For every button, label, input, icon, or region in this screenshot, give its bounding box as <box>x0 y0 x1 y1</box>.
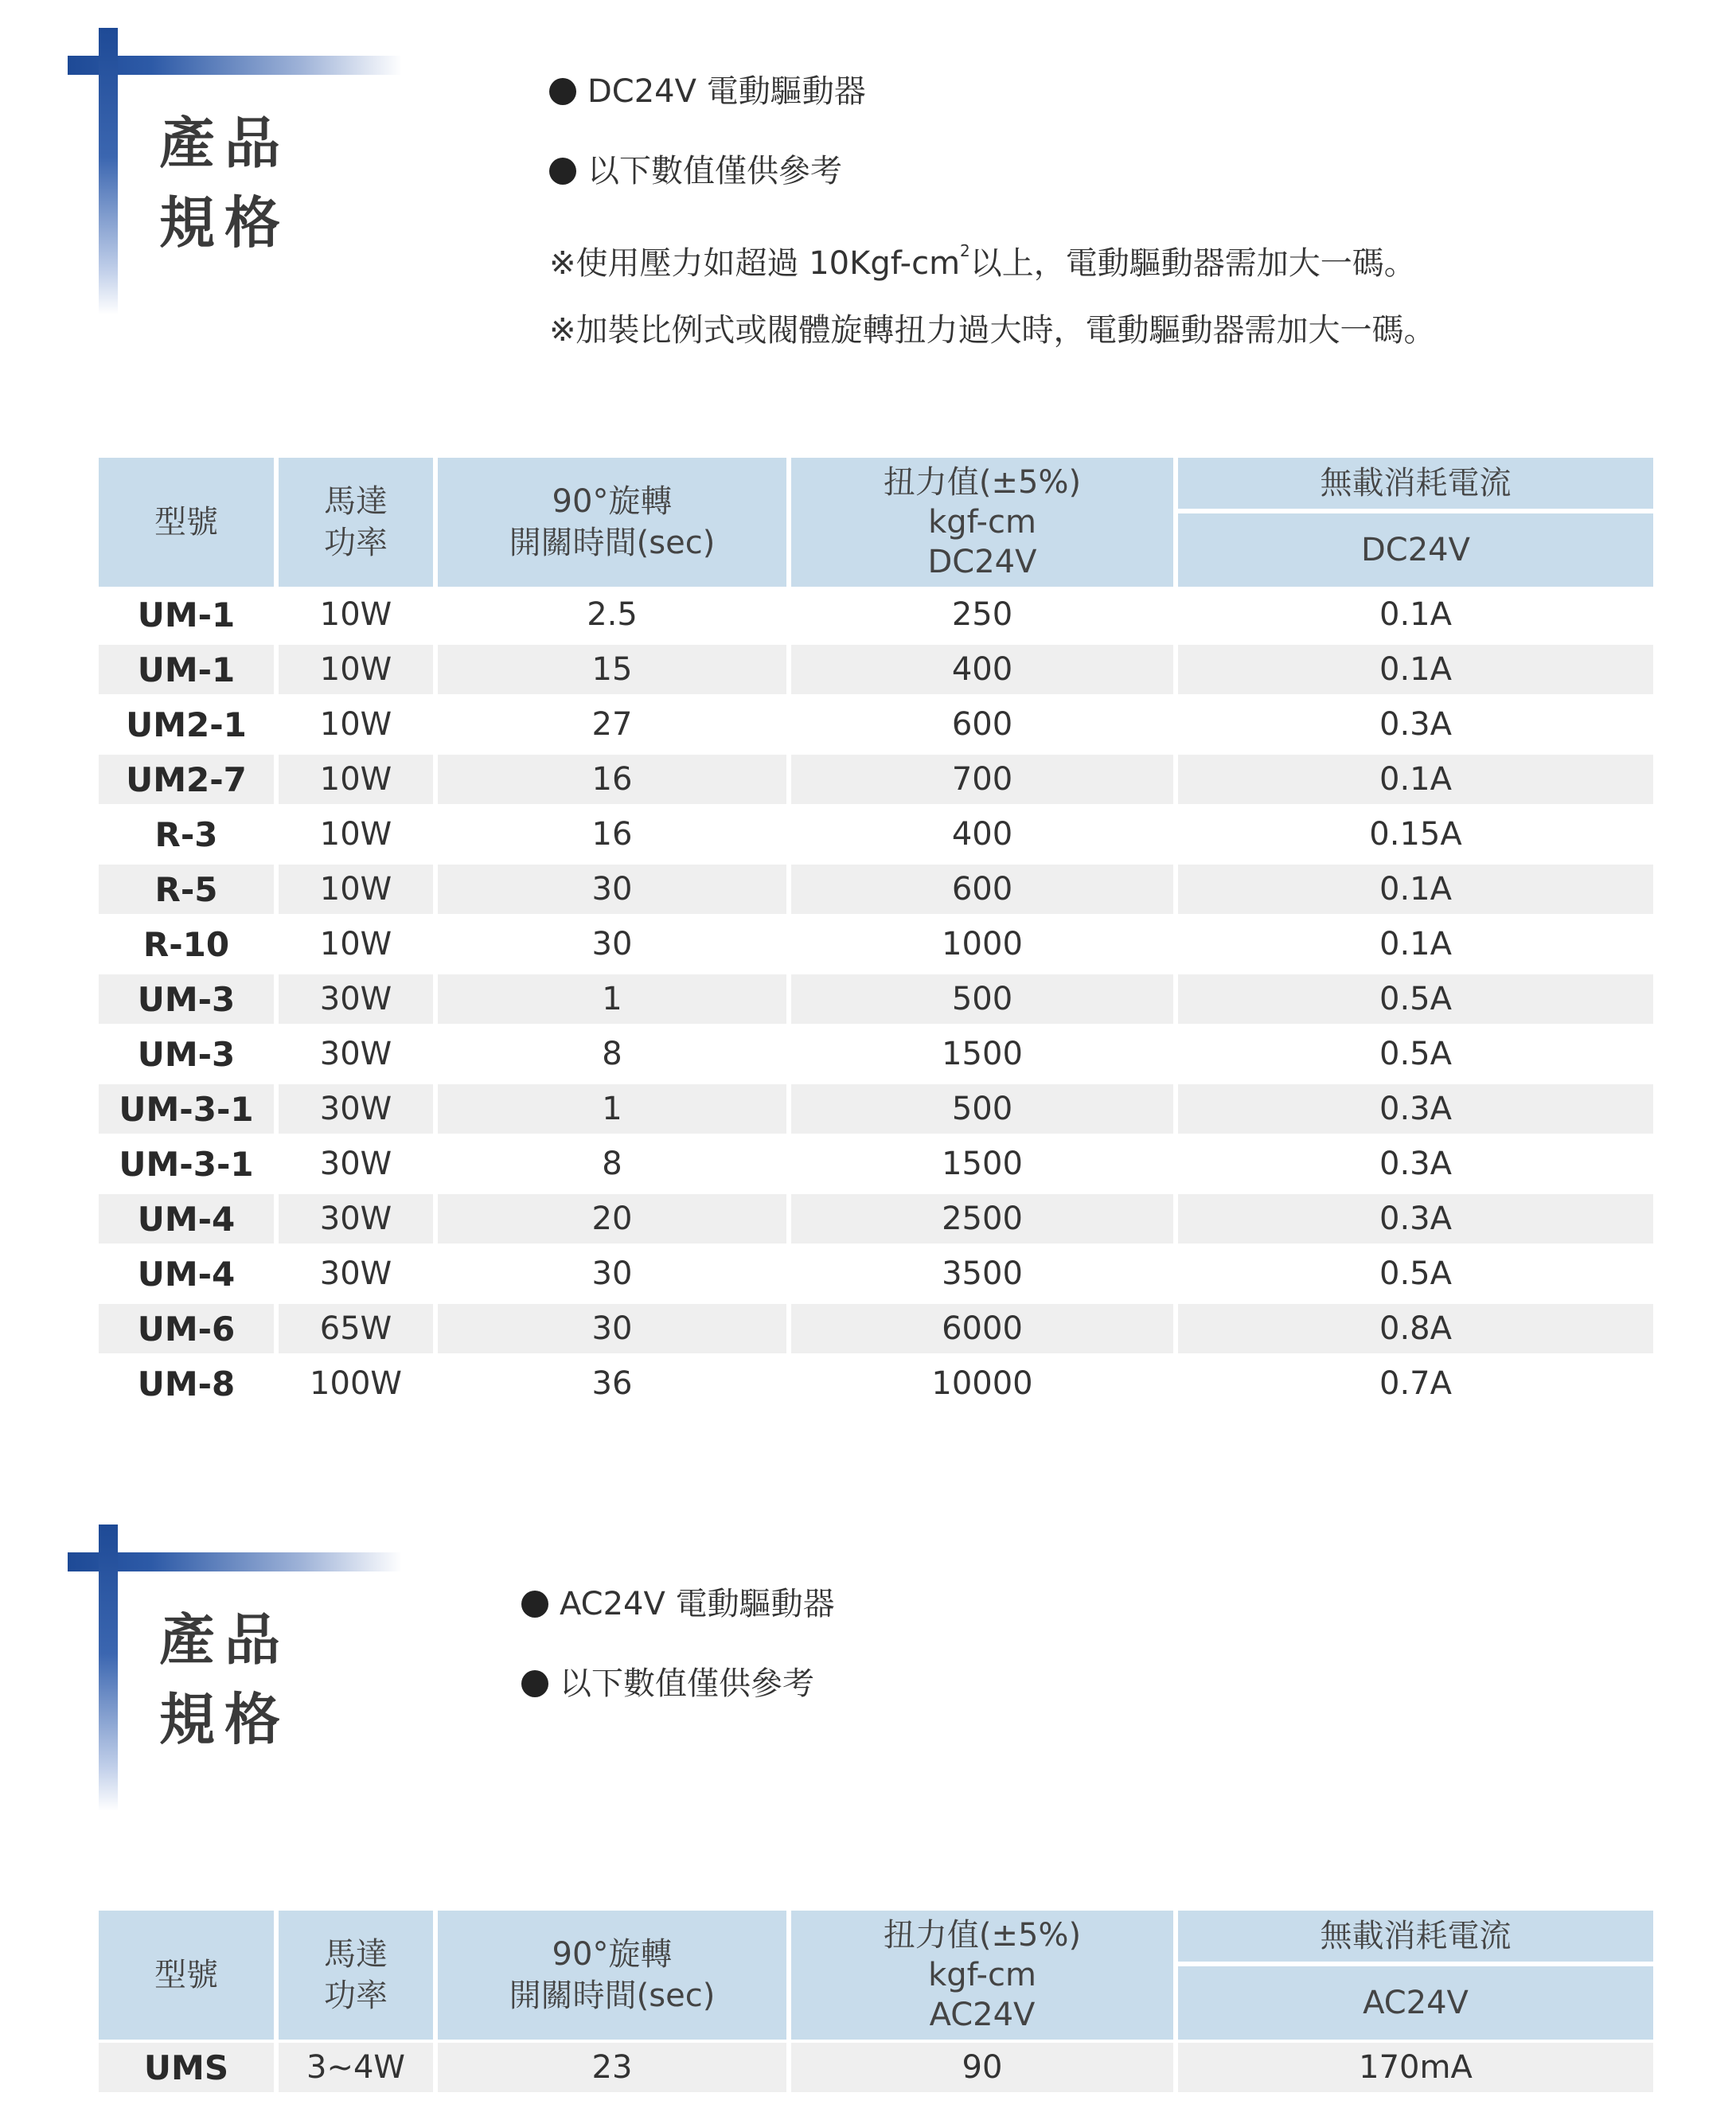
cell-model: UM-8 <box>137 1364 236 1404</box>
header-model <box>99 1911 274 2040</box>
cell-power: 10W <box>279 645 433 694</box>
note-text: ※加裝比例式或閥體旋轉扭力過大時，電動驅動器需加大一碼。 <box>549 312 1436 349</box>
header-text: 90°旋轉 <box>552 1936 673 1973</box>
section-title <box>159 1600 290 1759</box>
cell-power: 65W <box>279 1304 433 1353</box>
cell-torque: 600 <box>951 706 1013 743</box>
header-time <box>438 1911 786 2040</box>
section-title <box>159 103 290 263</box>
cell-torque: 500 <box>791 974 1173 1024</box>
cell-power: 10W <box>319 926 392 962</box>
bullet-item <box>549 68 866 115</box>
cell-current: 0.3A <box>1178 1194 1653 1243</box>
cell-time: 8 <box>602 1146 622 1182</box>
header-text: DC24V <box>1361 532 1470 568</box>
cell-time: 30 <box>438 865 786 914</box>
header-text: kgf-cm <box>928 1957 1036 1993</box>
table-row <box>99 1249 1653 1298</box>
header-text: 開關時間(sec) <box>509 1977 716 2014</box>
cell-time: 30 <box>591 926 633 962</box>
header-current <box>1178 458 1653 509</box>
table-row <box>99 919 1653 969</box>
header-text: 開關時間(sec) <box>509 525 716 561</box>
header-text: AC24V <box>1363 1985 1469 2021</box>
cell-model: UM-1 <box>137 595 236 634</box>
spec-table <box>99 458 1653 1413</box>
bullet-text: DC24V 電動驅動器 <box>587 73 866 110</box>
note-superscript: 2 <box>960 241 970 260</box>
cell-time: 30 <box>438 1304 786 1353</box>
header-text: 無載消耗電流 <box>1320 465 1512 502</box>
cell-torque: 600 <box>791 865 1173 914</box>
section-title-line1: 產品 <box>159 1607 290 1673</box>
header-accent-bar <box>68 56 402 75</box>
cell-time: 1 <box>438 1084 786 1134</box>
table-row <box>99 810 1653 859</box>
cell-time: 36 <box>591 1365 633 1402</box>
cell-model: UM2-7 <box>99 755 274 804</box>
cell-power: 10W <box>279 865 433 914</box>
cell-model: UM-1 <box>99 645 274 694</box>
cell-time: 16 <box>438 755 786 804</box>
bullet-dot-icon <box>549 158 576 185</box>
header-text: DC24V <box>927 544 1037 580</box>
cell-current: 0.1A <box>1379 596 1452 633</box>
cell-torque: 700 <box>791 755 1173 804</box>
cell-power: 30W <box>279 1194 433 1243</box>
cell-time: 1 <box>438 974 786 1024</box>
cell-current: 0.1A <box>1178 645 1653 694</box>
cell-power: 30W <box>319 1255 392 1292</box>
cell-power: 30W <box>279 974 433 1024</box>
cell-current: 0.3A <box>1178 1084 1653 1134</box>
header-accent-line <box>99 1525 118 1811</box>
bullet-item <box>521 1660 814 1708</box>
cell-current: 170mA <box>1178 2043 1653 2092</box>
torque-note <box>549 306 1436 354</box>
spec-section-ac24v <box>0 1497 1736 2116</box>
header-torque <box>791 458 1173 587</box>
header-text: 馬達 <box>324 483 388 520</box>
header-text: 扭力值(±5%) <box>883 1917 1082 1954</box>
spec-table <box>99 1911 1653 2102</box>
cell-current: 0.1A <box>1379 926 1452 962</box>
cell-model: R-10 <box>142 924 230 964</box>
header-text: 馬達 <box>324 1936 388 1973</box>
cell-torque: 1500 <box>942 1036 1023 1072</box>
cell-current: 0.5A <box>1379 1255 1452 1292</box>
header-text: 90°旋轉 <box>552 483 673 520</box>
cell-current: 0.3A <box>1379 1146 1452 1182</box>
bullet-text: 以下數值僅供參考 <box>587 153 842 189</box>
table-row <box>99 1029 1653 1079</box>
table-row <box>99 1359 1653 1408</box>
header-text: 功率 <box>324 1977 388 2014</box>
cell-power: 3~4W <box>279 2043 433 2092</box>
header-power <box>279 1911 433 2040</box>
cell-model: UM-3-1 <box>99 1084 274 1134</box>
cell-time: 23 <box>438 2043 786 2092</box>
cell-torque: 400 <box>791 645 1173 694</box>
bullet-dot-icon <box>521 1670 548 1697</box>
cell-torque: 1500 <box>942 1146 1023 1182</box>
cell-current: 0.8A <box>1178 1304 1653 1353</box>
header-torque <box>791 1911 1173 2040</box>
header-power <box>279 458 433 587</box>
header-text: 型號 <box>154 1957 218 1993</box>
section-title-line1: 產品 <box>159 111 290 176</box>
section-title-line2: 規格 <box>159 190 290 256</box>
cell-current: 0.1A <box>1178 865 1653 914</box>
bullet-item <box>549 147 842 195</box>
cell-power: 10W <box>279 755 433 804</box>
cell-torque: 3500 <box>942 1255 1023 1292</box>
cell-time: 2.5 <box>587 596 638 633</box>
header-accent-bar <box>68 1552 402 1571</box>
cell-model: UM-6 <box>99 1304 274 1353</box>
table-row <box>99 1139 1653 1189</box>
cell-power: 30W <box>319 1036 392 1072</box>
note-text: 以上，電動驅動器需加大一碼。 <box>969 245 1416 282</box>
cell-time: 16 <box>591 816 633 853</box>
cell-model: UM2-1 <box>126 705 247 744</box>
cell-model: UM-4 <box>137 1254 236 1294</box>
cell-model: UM-3 <box>137 1034 236 1074</box>
cell-time: 8 <box>602 1036 622 1072</box>
table-row <box>99 2043 1653 2092</box>
cell-current: 0.7A <box>1379 1365 1452 1402</box>
header-current <box>1178 1911 1653 1962</box>
table-row <box>99 590 1653 639</box>
header-text: AC24V <box>929 1997 1036 2033</box>
table-row <box>99 700 1653 749</box>
header-text: 功率 <box>324 525 388 561</box>
bullet-dot-icon <box>549 78 576 105</box>
cell-torque: 10000 <box>931 1365 1033 1402</box>
header-current-sub <box>1178 1966 1653 2040</box>
cell-torque: 1000 <box>942 926 1023 962</box>
header-text: 型號 <box>154 504 218 541</box>
cell-torque: 2500 <box>791 1194 1173 1243</box>
cell-torque: 90 <box>791 2043 1173 2092</box>
cell-current: 0.3A <box>1379 706 1452 743</box>
header-text: kgf-cm <box>928 504 1036 541</box>
cell-torque: 6000 <box>791 1304 1173 1353</box>
bullet-text: 以下數值僅供參考 <box>560 1665 814 1702</box>
cell-current: 0.5A <box>1178 974 1653 1024</box>
table-row <box>99 865 1653 914</box>
bullet-dot-icon <box>521 1591 548 1618</box>
table-row <box>99 1084 1653 1134</box>
section-title-line2: 規格 <box>159 1687 290 1752</box>
header-accent-line <box>99 28 118 314</box>
cell-time: 20 <box>438 1194 786 1243</box>
pressure-note <box>549 227 1416 287</box>
cell-time: 27 <box>591 706 633 743</box>
cell-torque: 250 <box>951 596 1013 633</box>
bullet-item <box>521 1580 835 1628</box>
cell-model: UMS <box>99 2043 274 2092</box>
table-row <box>99 645 1653 694</box>
note-text: ※使用壓力如超過 10Kgf-cm <box>549 245 961 282</box>
header-text: 無載消耗電流 <box>1320 1918 1512 1954</box>
cell-power: 10W <box>319 596 392 633</box>
cell-model: UM-4 <box>99 1194 274 1243</box>
header-time <box>438 458 786 587</box>
cell-current: 0.15A <box>1369 816 1462 853</box>
table-row <box>99 974 1653 1024</box>
table-row <box>99 755 1653 804</box>
cell-power: 30W <box>279 1084 433 1134</box>
cell-power: 10W <box>319 816 392 853</box>
table-row <box>99 1194 1653 1243</box>
cell-model: UM-3 <box>99 974 274 1024</box>
cell-model: R-3 <box>154 814 218 854</box>
cell-time: 15 <box>438 645 786 694</box>
cell-current: 0.1A <box>1178 755 1653 804</box>
cell-time: 30 <box>591 1255 633 1292</box>
header-model <box>99 458 274 587</box>
cell-model: UM-3-1 <box>119 1144 254 1184</box>
cell-torque: 500 <box>791 1084 1173 1134</box>
cell-current: 0.5A <box>1379 1036 1452 1072</box>
cell-power: 100W <box>310 1365 402 1402</box>
bullet-text: AC24V 電動驅動器 <box>560 1586 835 1622</box>
header-text: 扭力值(±5%) <box>883 464 1082 501</box>
cell-torque: 400 <box>951 816 1013 853</box>
header-current-sub <box>1178 513 1653 587</box>
cell-power: 30W <box>319 1146 392 1182</box>
cell-power: 10W <box>319 706 392 743</box>
table-row <box>99 1304 1653 1353</box>
cell-model: R-5 <box>99 865 274 914</box>
